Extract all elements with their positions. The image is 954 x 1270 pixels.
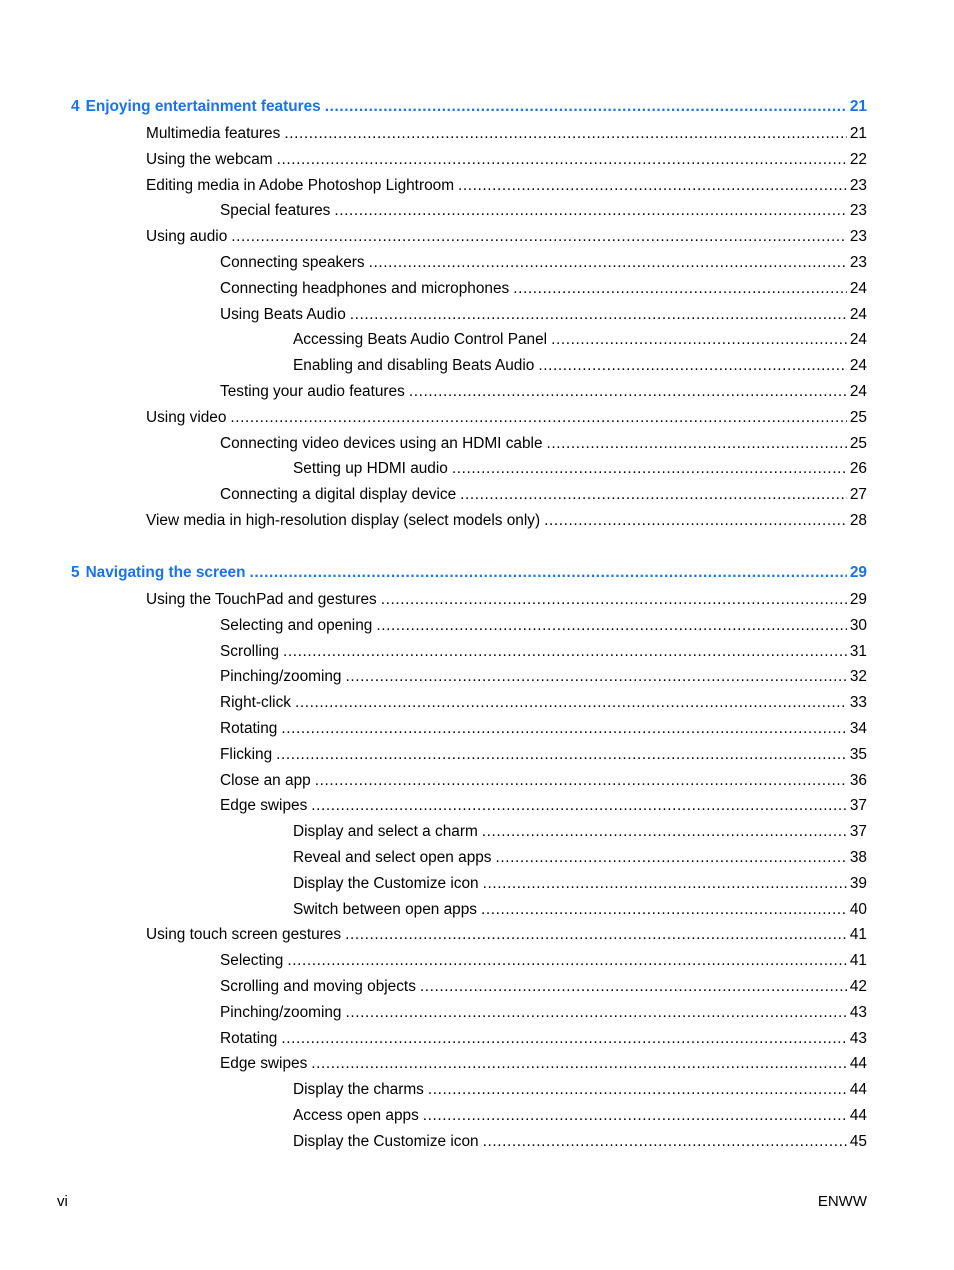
entry-title: Using audio — [146, 228, 228, 246]
dot-leader — [346, 666, 847, 688]
toc-entry-link[interactable] — [146, 407, 867, 429]
entry-page-number: 34 — [849, 720, 867, 737]
entry-page-number: 37 — [849, 823, 867, 841]
entry-page-number: 25 — [849, 408, 867, 426]
entry-page-number: 24 — [849, 383, 867, 400]
entry-page-number: 26 — [849, 460, 867, 478]
toc-entry-link[interactable] — [220, 1028, 867, 1050]
dot-leader — [513, 278, 847, 300]
toc-entry-link[interactable] — [220, 950, 867, 972]
entry-page-number: 21 — [849, 125, 867, 142]
entry-page-number: 41 — [849, 952, 867, 970]
entry-page-number: 36 — [849, 771, 867, 789]
toc-entry-link[interactable] — [146, 226, 867, 248]
dot-leader — [428, 1079, 847, 1101]
entry-title: Display and select a charm — [293, 823, 478, 841]
entry-title: Display the Customize icon — [293, 874, 479, 892]
dot-leader — [346, 1002, 847, 1024]
entry-title: View media in high-resolution display (select models only) — [146, 512, 541, 529]
entry-title: Using Beats Audio — [220, 305, 346, 323]
entry-page-number: 43 — [849, 1003, 867, 1021]
dot-leader — [283, 641, 847, 663]
entry-page-number: 24 — [849, 331, 867, 349]
entry-title: Connecting speakers — [220, 254, 365, 271]
toc-entry-link[interactable] — [146, 175, 867, 197]
toc-entry-link[interactable] — [220, 666, 867, 688]
entry-page-number: 24 — [849, 305, 867, 323]
chapter-title-text: Enjoying entertainment features — [85, 98, 321, 115]
toc-chapter-link[interactable] — [71, 562, 867, 584]
dot-leader — [544, 510, 847, 532]
dot-leader — [325, 96, 847, 118]
entry-page-number: 38 — [849, 849, 867, 866]
entry-title: Connecting a digital display device — [220, 486, 457, 504]
entry-title: Edge swipes — [220, 1055, 308, 1073]
toc-entry-link[interactable] — [220, 718, 867, 740]
toc-entry-link[interactable] — [146, 510, 867, 532]
toc-entry-link[interactable] — [293, 847, 867, 869]
entry-page-number: 44 — [849, 1081, 867, 1099]
entry-title: Display the Customize icon — [293, 1132, 479, 1150]
toc-entry-link[interactable] — [146, 123, 867, 145]
entry-page-number: 30 — [849, 616, 867, 634]
entry-title: Display the charms — [293, 1081, 424, 1099]
chapter-title — [71, 96, 325, 118]
entry-title: Access open apps — [293, 1107, 419, 1124]
entry-title: Rotating — [220, 720, 278, 737]
entry-page-number: 35 — [849, 745, 867, 763]
dot-leader — [538, 355, 847, 377]
entry-page-number: 23 — [849, 228, 867, 246]
dot-leader — [483, 873, 847, 895]
entry-title: Using the TouchPad and gestures — [146, 591, 377, 608]
toc-entry-link[interactable] — [146, 924, 867, 946]
toc-entry-link[interactable] — [220, 433, 867, 455]
dot-leader — [250, 562, 847, 584]
entry-title: Using the webcam — [146, 150, 273, 168]
toc-entry-link[interactable] — [220, 641, 867, 663]
chapter-number: 5 — [71, 564, 80, 581]
entry-title: Rotating — [220, 1029, 278, 1047]
entry-page-number: 25 — [849, 434, 867, 452]
entry-page-number: 43 — [849, 1029, 867, 1047]
entry-page-number: 42 — [849, 978, 867, 995]
entry-page-number: 29 — [849, 591, 867, 608]
dot-leader — [423, 1105, 847, 1127]
toc-entry-link[interactable] — [220, 744, 867, 766]
entry-title: Close an app — [220, 771, 311, 789]
footer-code: ENWW — [817, 1193, 867, 1210]
toc-entry-link[interactable] — [293, 1105, 867, 1127]
dot-leader — [551, 329, 847, 351]
dot-leader — [287, 950, 847, 972]
toc-entry-link[interactable] — [220, 976, 867, 998]
entry-page-number: 44 — [849, 1055, 867, 1073]
dot-leader — [420, 976, 847, 998]
dot-leader — [452, 458, 847, 480]
entry-title: Selecting — [220, 952, 284, 970]
entry-page-number: 23 — [849, 176, 867, 194]
entry-page-number: 27 — [849, 486, 867, 504]
toc-entry-link[interactable] — [220, 381, 867, 403]
toc-entry-link[interactable] — [146, 149, 867, 171]
dot-leader — [460, 484, 847, 506]
entry-title: Accessing Beats Audio Control Panel — [293, 331, 548, 349]
dot-leader — [482, 821, 847, 843]
entry-title: Pinching/zooming — [220, 668, 342, 686]
dot-leader — [481, 899, 847, 921]
toc-entry-link[interactable] — [220, 200, 867, 222]
dot-leader — [345, 924, 847, 946]
entry-title: Flicking — [220, 745, 273, 763]
entry-title: Using video — [146, 408, 227, 426]
entry-title: Reveal and select open apps — [293, 849, 492, 866]
entry-title: Testing your audio features — [220, 383, 405, 400]
entry-page-number: 37 — [849, 797, 867, 815]
dot-leader — [483, 1131, 847, 1153]
entry-title: Enabling and disabling Beats Audio — [293, 357, 535, 375]
dot-leader — [284, 123, 847, 145]
toc-entry-link[interactable] — [293, 899, 867, 921]
toc-entry-link[interactable] — [220, 692, 867, 714]
toc-entry-link[interactable] — [220, 278, 867, 300]
entry-title: Switch between open apps — [293, 900, 477, 918]
toc-entry-link[interactable] — [293, 355, 867, 377]
entry-page-number: 23 — [849, 202, 867, 220]
dot-leader — [350, 304, 847, 326]
chapter-page-number: 21 — [849, 98, 867, 115]
entry-title: Pinching/zooming — [220, 1003, 342, 1021]
chapter-title — [71, 562, 250, 584]
toc-entry-link[interactable] — [220, 1002, 867, 1024]
dot-leader — [311, 1053, 847, 1075]
chapter-page-number: 29 — [849, 564, 867, 581]
toc-entry-link[interactable] — [293, 1131, 867, 1153]
toc-entry-link[interactable] — [220, 304, 867, 326]
entry-title: Connecting video devices using an HDMI cable — [220, 434, 543, 452]
toc-entry-link[interactable] — [220, 615, 867, 637]
toc-entry-link[interactable] — [220, 1053, 867, 1075]
dot-leader — [369, 252, 847, 274]
dot-leader — [376, 615, 847, 637]
entry-title: Special features — [220, 202, 331, 220]
entry-page-number: 44 — [849, 1107, 867, 1124]
toc-chapter-link[interactable] — [71, 96, 867, 118]
dot-leader — [231, 226, 847, 248]
entry-title: Scrolling — [220, 642, 280, 660]
toc-entry-link[interactable] — [220, 795, 867, 817]
entry-title: Scrolling and moving objects — [220, 978, 416, 995]
chapter-title-text: Navigating the screen — [85, 564, 246, 581]
entry-page-number: 40 — [849, 900, 867, 918]
entry-page-number: 23 — [849, 254, 867, 271]
entry-title: Editing media in Adobe Photoshop Lightroom — [146, 176, 455, 194]
entry-title: Using touch screen gestures — [146, 926, 342, 944]
footer-page-number: vi — [57, 1193, 68, 1210]
dot-leader — [496, 847, 847, 869]
dot-leader — [381, 589, 847, 611]
dot-leader — [276, 744, 847, 766]
entry-title: Connecting headphones and microphones — [220, 279, 510, 297]
toc-entry-link[interactable] — [293, 821, 867, 843]
toc-entry-link[interactable] — [146, 589, 867, 611]
dot-leader — [281, 718, 847, 740]
entry-page-number: 28 — [849, 512, 867, 529]
entry-page-number: 24 — [849, 357, 867, 375]
toc-entry-link[interactable] — [293, 329, 867, 351]
entry-page-number: 31 — [849, 642, 867, 660]
dot-leader — [277, 149, 847, 171]
entry-page-number: 32 — [849, 668, 867, 686]
dot-leader — [334, 200, 847, 222]
dot-leader — [295, 692, 847, 714]
entry-page-number: 41 — [849, 926, 867, 944]
entry-page-number: 45 — [849, 1132, 867, 1150]
dot-leader — [281, 1028, 847, 1050]
toc-entry-link[interactable] — [220, 484, 867, 506]
toc-entry-link[interactable] — [293, 1079, 867, 1101]
chapter-number: 4 — [71, 98, 80, 115]
toc-entry-link[interactable] — [220, 770, 867, 792]
dot-leader — [409, 381, 847, 403]
entry-title: Right-click — [220, 694, 291, 712]
toc-entry-link[interactable] — [293, 873, 867, 895]
entry-title: Edge swipes — [220, 797, 308, 815]
entry-page-number: 33 — [849, 694, 867, 712]
entry-page-number: 22 — [849, 150, 867, 168]
toc-entry-link[interactable] — [220, 252, 867, 274]
entry-title: Selecting and opening — [220, 616, 373, 634]
dot-leader — [458, 175, 847, 197]
entry-page-number: 39 — [849, 874, 867, 892]
toc-entry-link[interactable] — [293, 458, 867, 480]
entry-title: Multimedia features — [146, 125, 281, 142]
dot-leader — [230, 407, 846, 429]
entry-page-number: 24 — [849, 279, 867, 297]
entry-title: Setting up HDMI audio — [293, 460, 448, 478]
dot-leader — [311, 795, 847, 817]
dot-leader — [315, 770, 847, 792]
dot-leader — [547, 433, 847, 455]
